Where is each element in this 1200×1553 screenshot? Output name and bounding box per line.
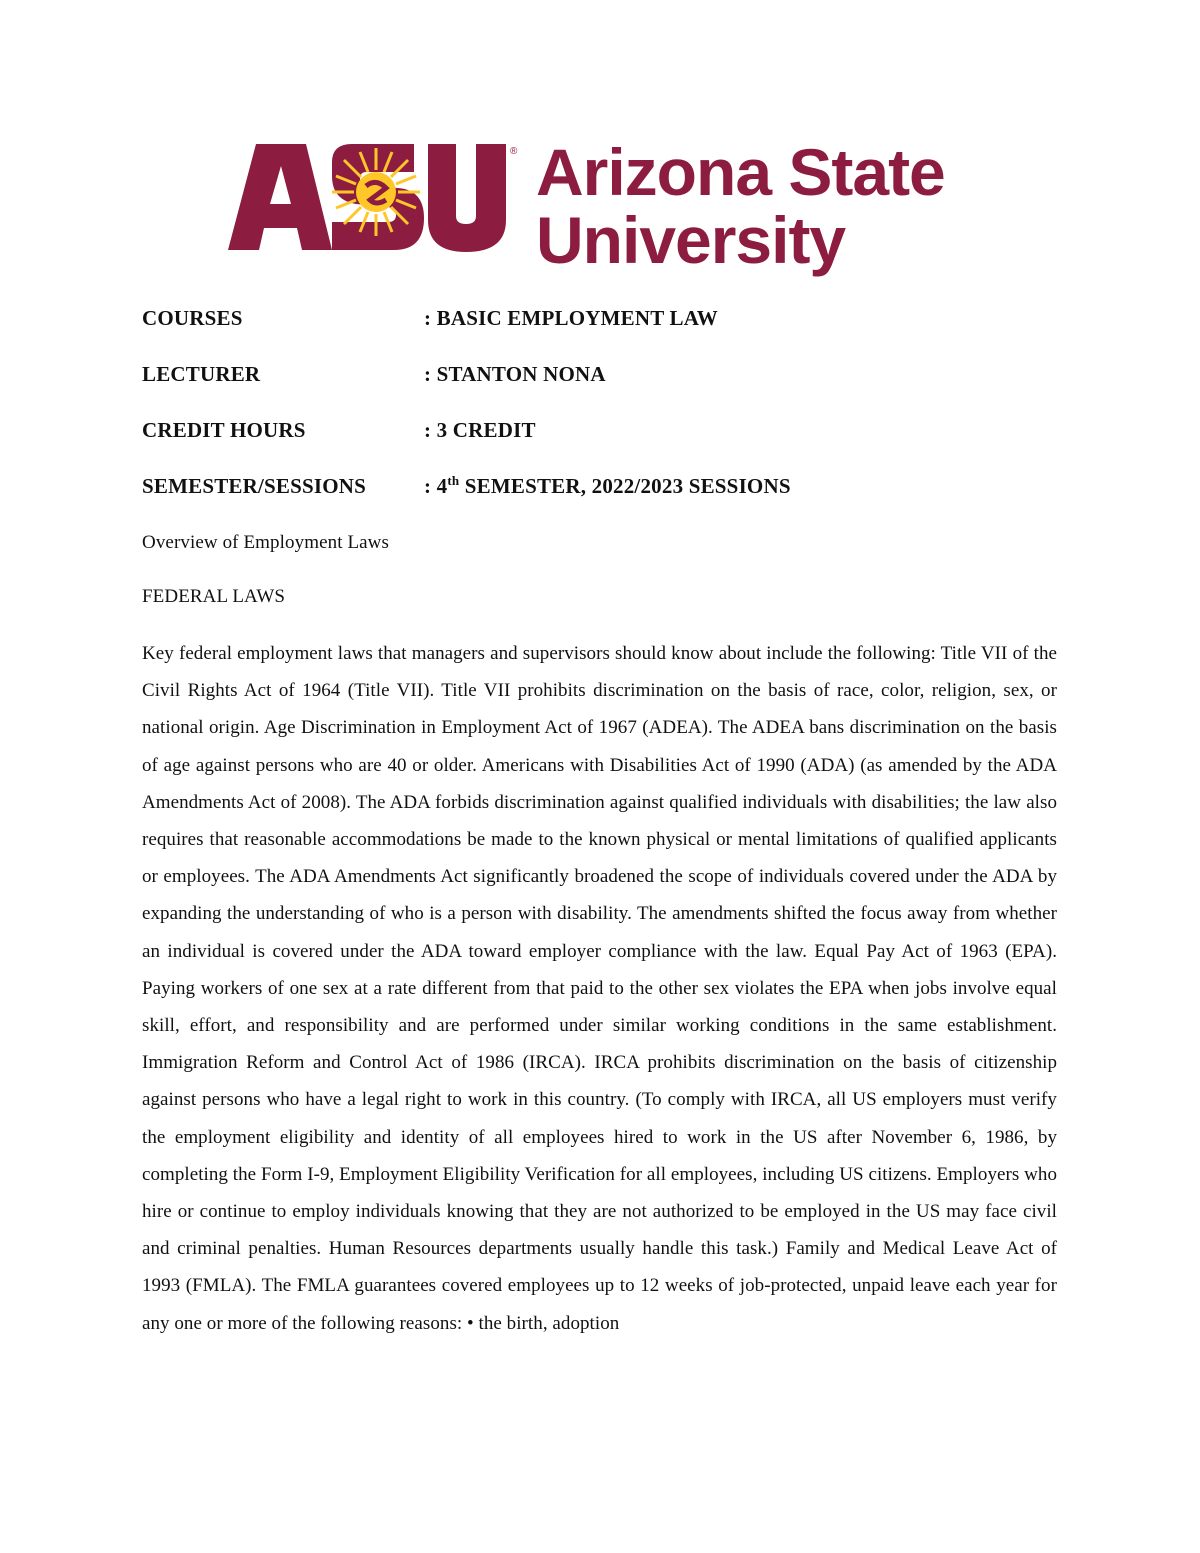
credit-hours-value: : 3 CREDIT — [424, 418, 536, 442]
section-title: Overview of Employment Laws — [142, 532, 390, 553]
asu-mark-icon — [228, 132, 528, 282]
asu-logo — [228, 132, 988, 282]
course-info — [142, 306, 1062, 530]
semester-label: SEMESTER/SESSIONS — [142, 474, 367, 498]
lecturer-value: : STANTON NONA — [424, 362, 606, 386]
semester-value — [424, 474, 791, 499]
semester-value-prefix: : 4 — [424, 474, 448, 498]
credit-hours-label: CREDIT HOURS — [142, 418, 306, 442]
subsection-title: FEDERAL LAWS — [142, 586, 286, 607]
semester-value-sup: th — [447, 473, 460, 488]
courses-label: COURSES — [142, 306, 243, 330]
course-info-row-courses — [142, 306, 1062, 362]
course-info-row-credit-hours — [142, 418, 1062, 474]
course-info-row-lecturer — [142, 362, 1062, 418]
courses-value: : BASIC EMPLOYMENT LAW — [424, 306, 718, 330]
logo-name-line2: University — [536, 203, 846, 277]
svg-text:®: ® — [510, 146, 518, 157]
logo-name-line1: Arizona State — [536, 135, 945, 209]
course-info-row-semester — [142, 474, 1062, 530]
lecturer-label: LECTURER — [142, 362, 261, 386]
semester-value-suffix: SEMESTER, 2022/2023 SESSIONS — [459, 474, 791, 498]
body-paragraph: Key federal employment laws that managers and supervisors should know about include the following: Title VII of the Civil Rights Act of 1964 (Title VII). Title VII prohibits discrimination on the basis of race, color, religion, sex, or national origin. Age Discrimination in Employment Act of 1967 (ADEA). The ADEA bans discrimination on the basis of age against persons who are 40 or older. Americans with Disabilities Act of 1990 (ADA) (as amended by the ADA Amendments Act of 2008). The ADA forbids discrimination against qualified individuals with disabilities; the law also requires that reasonable accommodations be made to the known physical or mental limitations of qualified applicants or employees. The ADA Amendments Act significantly broadened the scope of individuals covered under the ADA by expanding the understanding of who is a person with disability. The amendments shifted the focus away from whether an individual is covered under the ADA toward employer compliance with the law. Equal Pay Act of 1963 (EPA). Paying workers of one sex at a rate different from that paid to the other sex violates the EPA when jobs involve equal skill, effort, and responsibility and are performed under similar working conditions in the same establishment. Immigration Reform and Control Act of 1986 (IRCA). IRCA prohibits discrimination on the basis of citizenship against persons who have a legal right to work in this country. (To comply with IRCA, all US employers must verify the employment eligibility and identity of all employees hired to work in the US after November 6, 1986, by completing the Form I-9, Employment Eligibility Verification for all employees, including US citizens. Employers who hire or continue to employ individuals knowing that they are not authorized to be employed in the US may face civil and criminal penalties. Human Resources departments usually handle this task.) Family and Medical Leave Act of 1993 (FMLA). The FMLA guarantees covered employees up to 12 weeks of job-protected, unpaid leave each year for any one or more of the following reasons: • the birth, adoption — [142, 643, 1057, 1334]
